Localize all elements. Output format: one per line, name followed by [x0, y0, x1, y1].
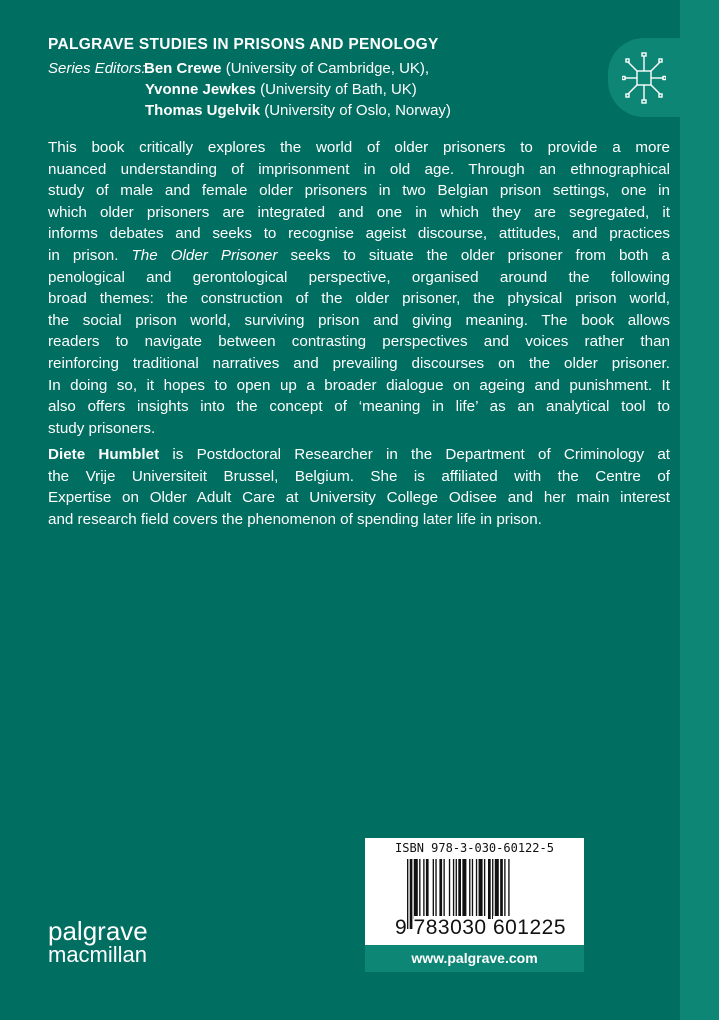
palgrave-macmillan-logo [48, 916, 148, 968]
editors-label: Series Editors: [48, 60, 146, 77]
barcode-bar [426, 859, 429, 919]
barcode-bar [469, 859, 470, 919]
author-bio [48, 444, 670, 530]
text-line: readers to navigate between contrasting perspectives and voices rather than [48, 333, 670, 351]
spine-stripe [680, 0, 719, 1020]
barcode-bar [456, 859, 457, 919]
series-editors [48, 58, 451, 121]
text-line: study of male and female older prisoners in two Belgian prison settings, one in [48, 182, 670, 200]
barcode-bar [488, 859, 491, 919]
barcode-bar [500, 859, 503, 919]
barcode-bar [479, 859, 483, 919]
book-description [48, 137, 670, 439]
barcode-digit: 601225 [492, 916, 567, 939]
text-line [48, 444, 670, 466]
text-line: Expertise on Older Adult Care at University College Odisee and her main interest [48, 489, 670, 507]
barcode-bar [419, 859, 420, 919]
palgrave-network-icon [622, 50, 666, 106]
isbn-barcode [365, 838, 584, 945]
barcode-bar [484, 859, 485, 919]
editor-name: Thomas Ugelvik [145, 102, 261, 119]
text-segment: seeks to situate the older prisoner from both a [290, 246, 670, 264]
text-line: study prisoners. [48, 419, 156, 437]
text-line: In doing so, it hopes to open up a broader dialogue on ageing and punishment. It [48, 376, 670, 394]
editor-name: Yvonne Jewkes [145, 81, 256, 98]
author-name: Diete Humblet [48, 446, 160, 463]
text-line: also offers insights into the concept of ‘meaning in life’ as an analytical tool to [48, 398, 670, 416]
isbn-text: ISBN 978-3-030-60122-5 [395, 841, 554, 855]
text-line [48, 245, 670, 267]
text-line: informs debates and seeks to recognise ageist discourse, attitudes, and practices [48, 225, 670, 243]
barcode-bar [414, 859, 418, 919]
series-title: PALGRAVE STUDIES IN PRISONS AND PENOLOGY [48, 36, 439, 53]
barcode-bar [439, 859, 442, 919]
barcode-bar [449, 859, 450, 919]
barcode-bar [472, 859, 473, 919]
text-line: This book critically explores the world of older prisoners to provide a more [48, 139, 670, 156]
editor-affiliation: (University of Oslo, Norway) [260, 102, 451, 119]
logo-line: palgrave [48, 916, 148, 946]
editor-affiliation: (University of Bath, UK) [255, 81, 417, 98]
text-segment: in prison. [48, 246, 119, 264]
text-line: the social prison world, surviving prison and giving meaning. The book allows [48, 311, 670, 329]
barcode-bar [492, 859, 493, 919]
barcode-bar [423, 859, 424, 919]
publisher-emblem [608, 38, 680, 117]
barcode-bar [443, 859, 444, 919]
text-line: the Vrije Universiteit Brussel, Belgium. She is affiliated with the Centre of [48, 467, 670, 485]
text-segment: is Postdoctoral Researcher in the Department of Criminology at [159, 446, 670, 463]
editor-affiliation: (University of Cambridge, UK), [221, 60, 430, 77]
text-line: which older prisoners are integrated and one in which they are segregated, it [48, 203, 670, 221]
text-line: broad themes: the construction of the older prisoner, the physical prison world, [48, 290, 670, 308]
barcode-digits [395, 916, 566, 940]
barcode-bar [453, 859, 454, 919]
text-line: penological and gerontological perspective, organised around the following [48, 268, 670, 286]
text-line: nuanced understanding of imprisonment in old age. Through an ethnographical [48, 160, 670, 178]
website-link[interactable]: www.palgrave.com [365, 945, 584, 972]
book-title-italic: The Older Prisoner [131, 246, 278, 264]
barcode-bar [462, 859, 466, 919]
barcode-bar [433, 859, 434, 919]
barcode-bar [435, 859, 436, 919]
text-line: reinforcing traditional narratives and prevailing discourses on the older prisoner. [48, 354, 670, 372]
barcode-bar [476, 859, 477, 919]
text-line: and research field covers the phenomenon of spending later life in prison. [48, 510, 542, 528]
barcode-bar [495, 859, 499, 919]
barcode-bar [504, 859, 505, 919]
logo-line: macmillan [48, 942, 148, 967]
barcode-digit: 9 [395, 916, 408, 939]
editor-name: Ben Crewe [144, 60, 222, 77]
barcode-digit: 783030 [413, 916, 487, 939]
